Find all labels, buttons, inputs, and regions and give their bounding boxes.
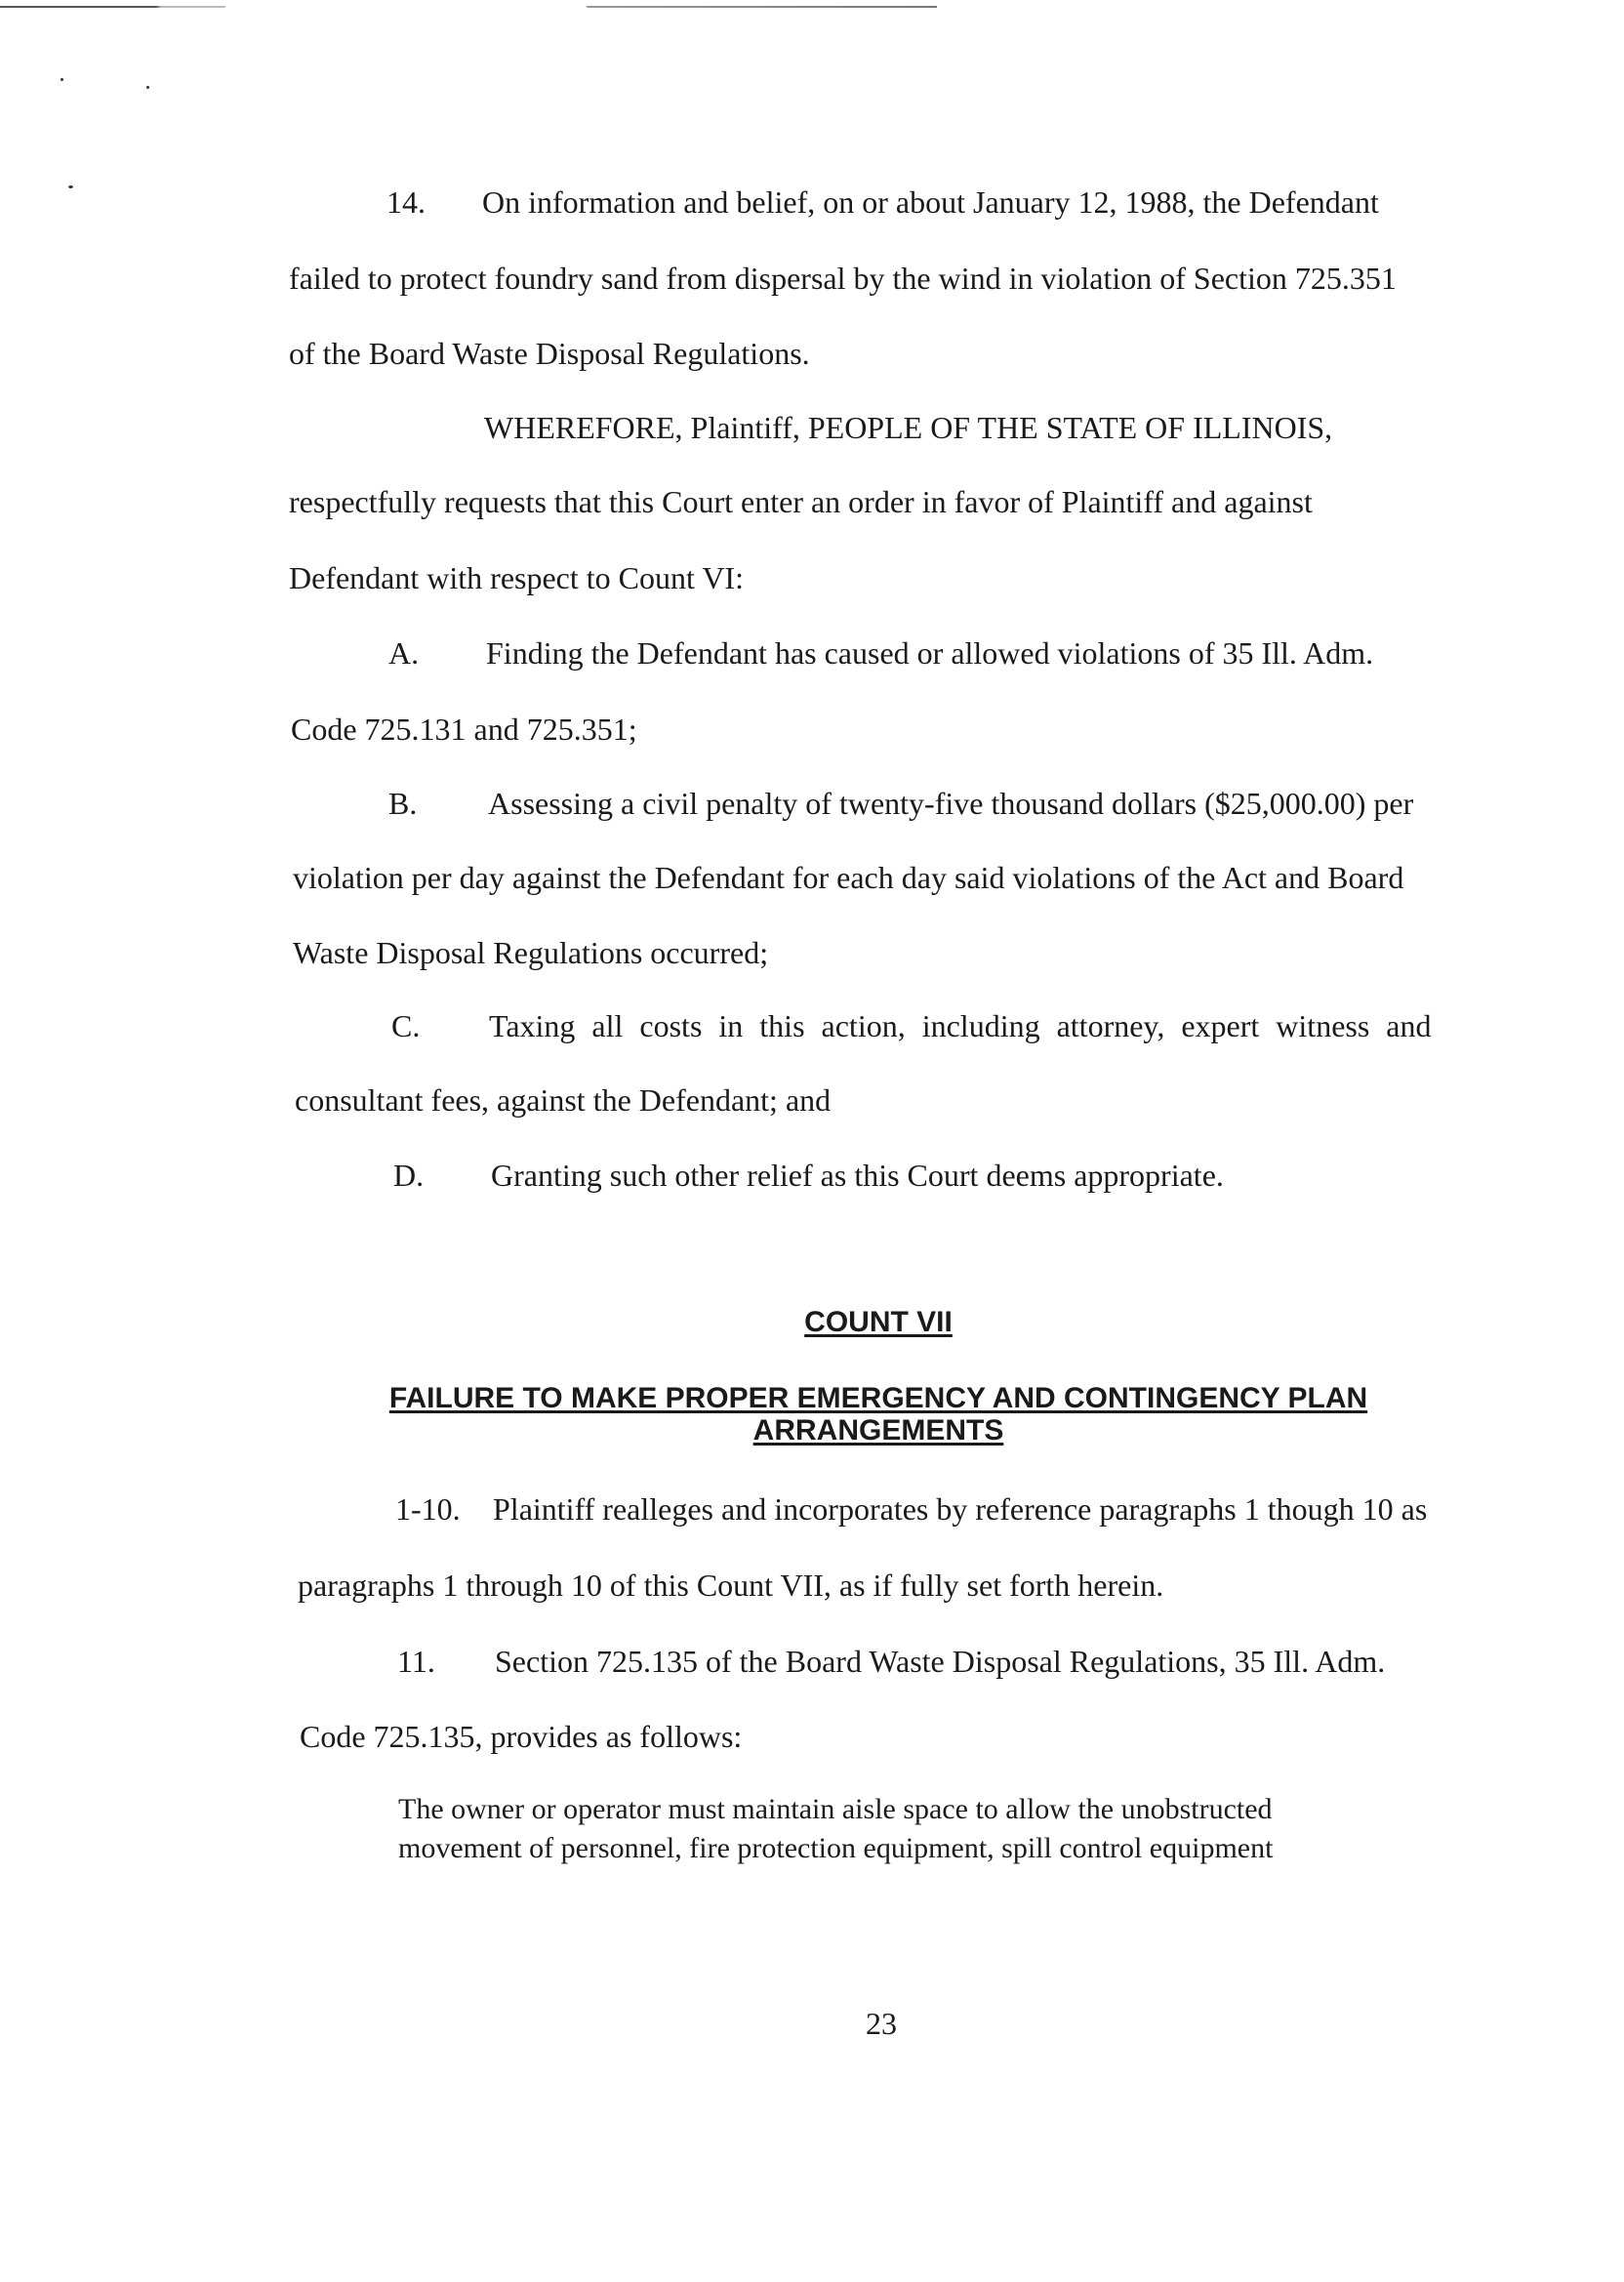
scan-artifact-line xyxy=(0,6,937,8)
para-1-10-line-1: 1-10. Plaintiff realleges and incorporates by reference paragraphs 1 though 10 as xyxy=(395,1491,1428,1527)
scan-speck xyxy=(146,86,149,89)
relief-d-letter: D. xyxy=(393,1158,425,1193)
count-subtitle-line-1: FAILURE TO MAKE PROPER EMERGENCY AND CONTINGENCY PLAN xyxy=(388,1382,1368,1414)
wherefore-line-2: respectfully requests that this Court enter an order in favor of Plaintiff and against xyxy=(289,484,1313,519)
para-14-line-3: of the Board Waste Disposal Regulations. xyxy=(289,336,810,371)
relief-b-letter: B. xyxy=(388,786,418,821)
quote-line-1: The owner or operator must maintain aisle space to allow the unobstructed xyxy=(398,1793,1273,1825)
relief-c-letter: C. xyxy=(391,1008,421,1043)
relief-a-line-2: Code 725.131 and 725.351; xyxy=(291,712,637,747)
para-11-line-2: Code 725.135, provides as follows: xyxy=(300,1719,743,1754)
quote-line-2: movement of personnel, fire protection equipment, spill control equipment xyxy=(398,1832,1274,1864)
para-1-10-line-2: paragraphs 1 through 10 of this Count VII, as if fully set forth herein. xyxy=(298,1568,1164,1603)
scan-speck xyxy=(61,78,63,81)
wherefore-line-1: WHEREFORE, Plaintiff, PEOPLE OF THE STATE OF ILLINOIS, xyxy=(484,410,1333,445)
para-14-line-2: failed to protect foundry sand from dispersal by the wind in violation of Section 725.351 xyxy=(289,261,1397,296)
count-subtitle-line-2: ARRANGEMENTS xyxy=(752,1414,1004,1447)
relief-a-line-1: A. Finding the Defendant has caused or allowed violations of 35 Ill. Adm. xyxy=(388,635,1374,671)
relief-c-line-2: consultant fees, against the Defendant; and xyxy=(295,1082,832,1118)
relief-d-line-1: D. Granting such other relief as this Court deems appropriate. xyxy=(393,1158,1224,1193)
para-11-line-1: 11. Section 725.135 of the Board Waste Disposal Regulations, 35 Ill. Adm. xyxy=(397,1644,1386,1679)
relief-b-line-2: violation per day against the Defendant for each day said violations of the Act and Board xyxy=(293,860,1404,895)
scan-speck xyxy=(68,185,73,188)
para-14-number: 14. xyxy=(386,184,426,220)
relief-b-line-1: B. Assessing a civil penalty of twenty-five thousand dollars ($25,000.00) per xyxy=(388,786,1414,821)
para-14-line-1: 14. On information and belief, on or about January 12, 1988, the Defendant xyxy=(386,184,1379,220)
relief-c-line-1: C. Taxing all costs in this action, including attorney, expert witness and xyxy=(391,1008,1432,1043)
relief-a-letter: A. xyxy=(388,635,420,671)
wherefore-line-3: Defendant with respect to Count VI: xyxy=(289,560,744,595)
page-number: 23 xyxy=(866,2006,897,2041)
relief-b-line-3: Waste Disposal Regulations occurred; xyxy=(293,935,769,970)
para-1-10-number: 1-10. xyxy=(395,1491,461,1527)
para-11-number: 11. xyxy=(397,1644,435,1679)
count-title: COUNT VII xyxy=(804,1306,953,1338)
